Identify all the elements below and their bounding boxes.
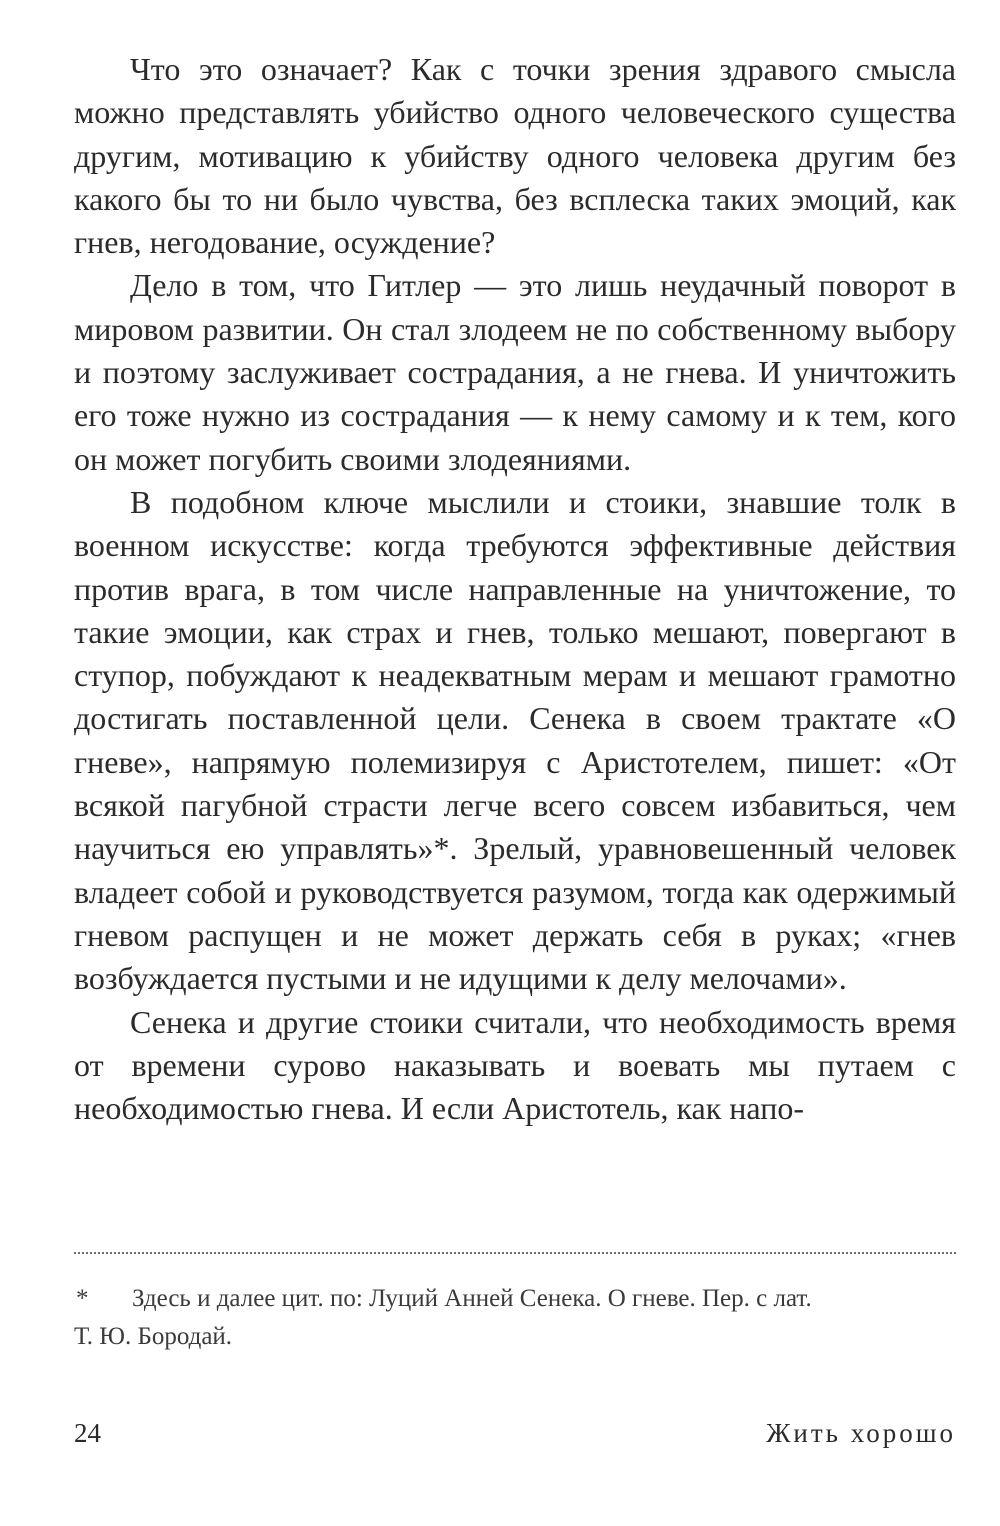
paragraph-2: Дело в том, что Гитлер — это лишь неудачный поворот в мировом развитии. Он стал злодеем не по собственному выбору и поэтому заслуживает сострадания, а не гнева. И уничтожить его тоже нужно из сострадания — к нему самому и к тем, кого он может погубить своими злодеяниями.	[74, 267, 956, 477]
running-title: Жить хорошо	[766, 1418, 956, 1448]
main-text	[74, 48, 956, 1130]
paragraph-1: Что это означает? Как с точки зрения здравого смысла можно представлять убийство одного человеческого существа другим, мотивацию к убийству одного человека другим без какого бы то ни было чувства, без всплеска таких эмоций, как гнев, негодование, осуждение?	[74, 51, 956, 261]
page-footer	[74, 1418, 956, 1458]
paragraph-3: В подобном ключе мыслили и стоики, знавшие толк в военном искусстве: когда требуются эффективные действия против врага, в том числе направленные на уничтожение, то такие эмоции, как страх и гнев, только мешают, повергают в ступор, побуждают к неадекватным мерам и мешают грамотно достигать поставленной цели. Сенека в своем трактате «О гневе», напрямую полемизируя с Аристотелем, пишет: «От всякой пагубной страсти легче всего совсем избавиться, чем научиться ею управлять»*. Зрелый, уравновешенный человек владеет собой и руководствуется разумом, тогда как одержимый гневом распущен и не может держать себя в руках; «гнев возбуждается пустыми и не идущими к делу мелочами».	[74, 483, 956, 997]
footnote-separator	[74, 1252, 956, 1254]
footnote-text: Здесь и далее цит. по: Луций Анней Сенека. О гневе. Пер. с лат.	[132, 1285, 812, 1312]
page-number: 24	[74, 1418, 101, 1448]
footnote	[74, 1280, 956, 1356]
footnote-continuation: Т. Ю. Бородай.	[74, 1323, 233, 1350]
paragraph-4: Сенека и другие стоики считали, что необходимость время от времени сурово наказывать и воевать мы путаем с необходимостью гнева. И если Аристотель, как напо-	[74, 1003, 956, 1127]
footnote-mark: *	[76, 1285, 89, 1312]
